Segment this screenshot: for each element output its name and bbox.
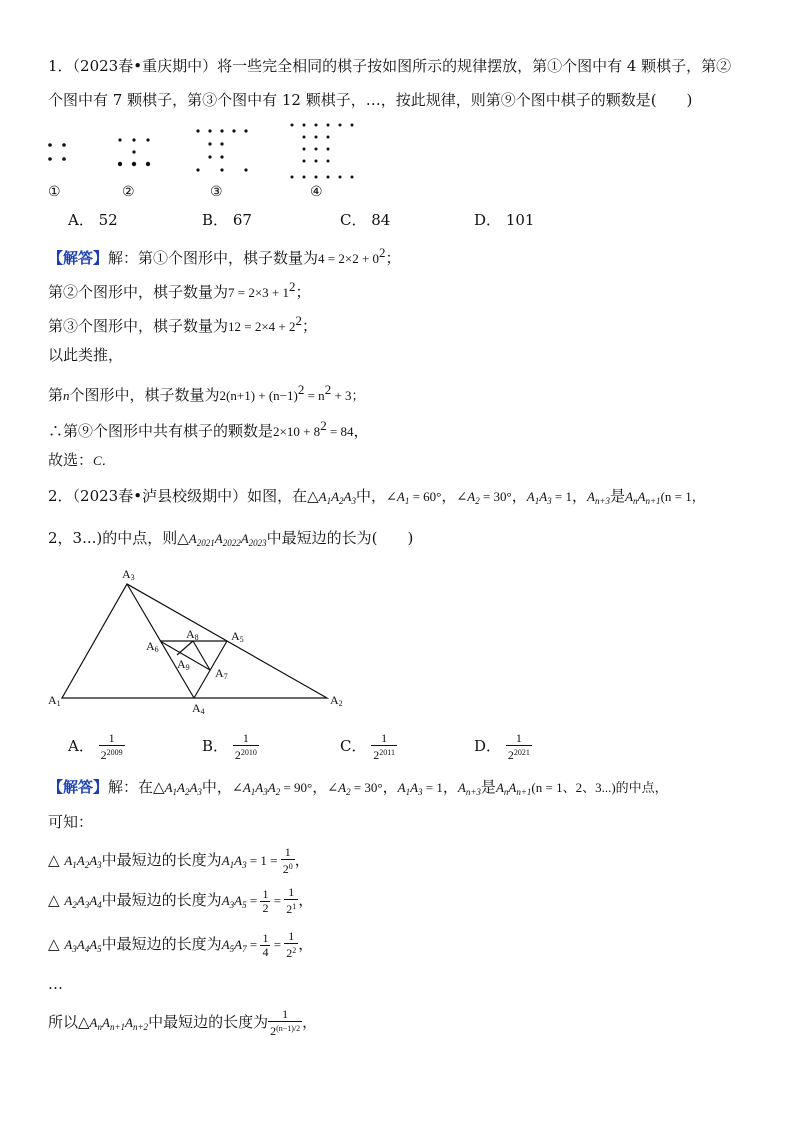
q2-solution-line1: 【解答】解：在$\triangle A_1A_2A_3$中，$\angle A_1A_3A_2 = 90^\circ$，$\angle A_2 = 30^\circ$，$A_1A_3 = 1$，$A_{n+3}$是$A_nA_{n+1}(n = 1$、2、3...)的中点， [48,778,668,797]
q1-solution-line3: 第③个图形中，棋子数量为$12 = 2\times 4 + 2^2$； [48,313,318,335]
label-a2: A2 [330,693,343,708]
label-a8: A8 [186,627,199,642]
figure-4-dots [291,124,354,179]
q2-triangle-figure [40,560,370,720]
label-a1: A1 [48,693,61,708]
q2-solution-ellipsis: … [48,975,63,993]
q2-solution-line7: 所以$\triangle A_nA_{n+1}A_{n+2}$中最短边的长度为 $\frac{1}{2^{(n-1)/2}}$ ， [48,1007,318,1038]
segment-a8a9 [177,641,193,655]
q1-option-c: C． 84 [340,211,391,229]
q2-option-b: B． $\frac{1}{2^{2010}}$ [202,731,257,762]
figure-label-1: ① [48,184,61,200]
q1-stem-line1: 1．（2023春•重庆期中）将一些完全相同的棋子按如图所示的规律摆放，第①个图中有 4 颗棋子，第② [48,57,732,75]
q1-solution-line5: 第n个图形中，棋子数量为$2(n+1) + (n-1)^2 = n^2 + 3$； [48,382,365,404]
label-a5: A5 [231,629,244,644]
q2-stem-line2: 2，3...)的中点，则$\triangle A_{2021}A_{2022}A_{2023}$中最短边的长为( ) [48,529,414,548]
figure-label-3: ③ [210,184,223,200]
label-a4: A4 [192,701,205,716]
q1-solution-line4: 以此类推， [48,346,124,364]
q2-solution-line3: △ $A_1A_2A_3$中最短边的长度为$A_1A_3 = 1$ = $\frac{1}{2^0}$ ， [48,845,310,876]
label-a6: A6 [146,639,159,654]
q1-solution-line2: 第②个图形中，棋子数量为$7 = 2\times 3 + 1^2$； [48,279,311,301]
figure-3-dots [196,129,247,171]
label-a7: A7 [215,666,228,681]
q1-solution-line7: 故选：C． [48,451,115,469]
q1-option-a: A． 52 [68,211,118,229]
q1-option-d: D． 101 [474,211,535,229]
answer-tag: 【解答】 [48,778,109,796]
q1-solution-line6: ∴第⑨个图形中共有棋子的颗数是$2\times 10 + 8^2 = 84$， [48,418,369,440]
q2-solution-line4: △ $A_2A_3A_4$中最短边的长度为$A_3A_5$ = $\frac{1}{2}$ = $\frac{1}{2^1}$ ， [48,885,314,916]
q2-option-a: A． $\frac{1}{2^{2009}}$ [68,731,123,762]
q2-option-c: C． $\frac{1}{2^{2011}}$ [340,731,395,762]
q2-solution-line2: 可知： [48,813,94,831]
q2-solution-line5: △ $A_3A_4A_5$中最短边的长度为$A_5A_7$ = $\frac{1}{4}$ = $\frac{1}{2^2}$ ， [48,929,314,960]
figure-1-dots [48,143,66,161]
q2-option-d: D． $\frac{1}{2^{2021}}$ [474,731,530,762]
q1-dot-figures [40,118,370,186]
figure-label-4: ④ [310,184,323,200]
figure-label-2: ② [122,184,135,200]
label-a3: A3 [122,567,135,582]
label-a9: A9 [177,657,190,672]
q2-stem-line1: 2．（2023春•泸县校级期中）如图，在$\triangle A_1A_2A_3$中，$\angle A_1 = 60^\circ$，$\angle A_2 = 30^\circ$，$A_1A_3 = 1$，$A_{n+3}$是$A_nA_{n+1}(n = 1$， [48,487,705,506]
q1-stem-line2: 个图中有 7 颗棋子，第③个图中有 12 颗棋子，…，按此规律，则第⑨个图中棋子的颗数是( ) [48,91,693,109]
math: 4 = 2×2 + 0 [318,251,380,266]
figure-2-dots [118,138,150,166]
q1-option-b: B． 67 [202,211,252,229]
answer-tag: 【解答】 [48,249,109,267]
q1-solution-line1: 【解答】解：第①个图形中，棋子数量为$4 = 2\times 2 + 0^2$； [48,245,401,267]
